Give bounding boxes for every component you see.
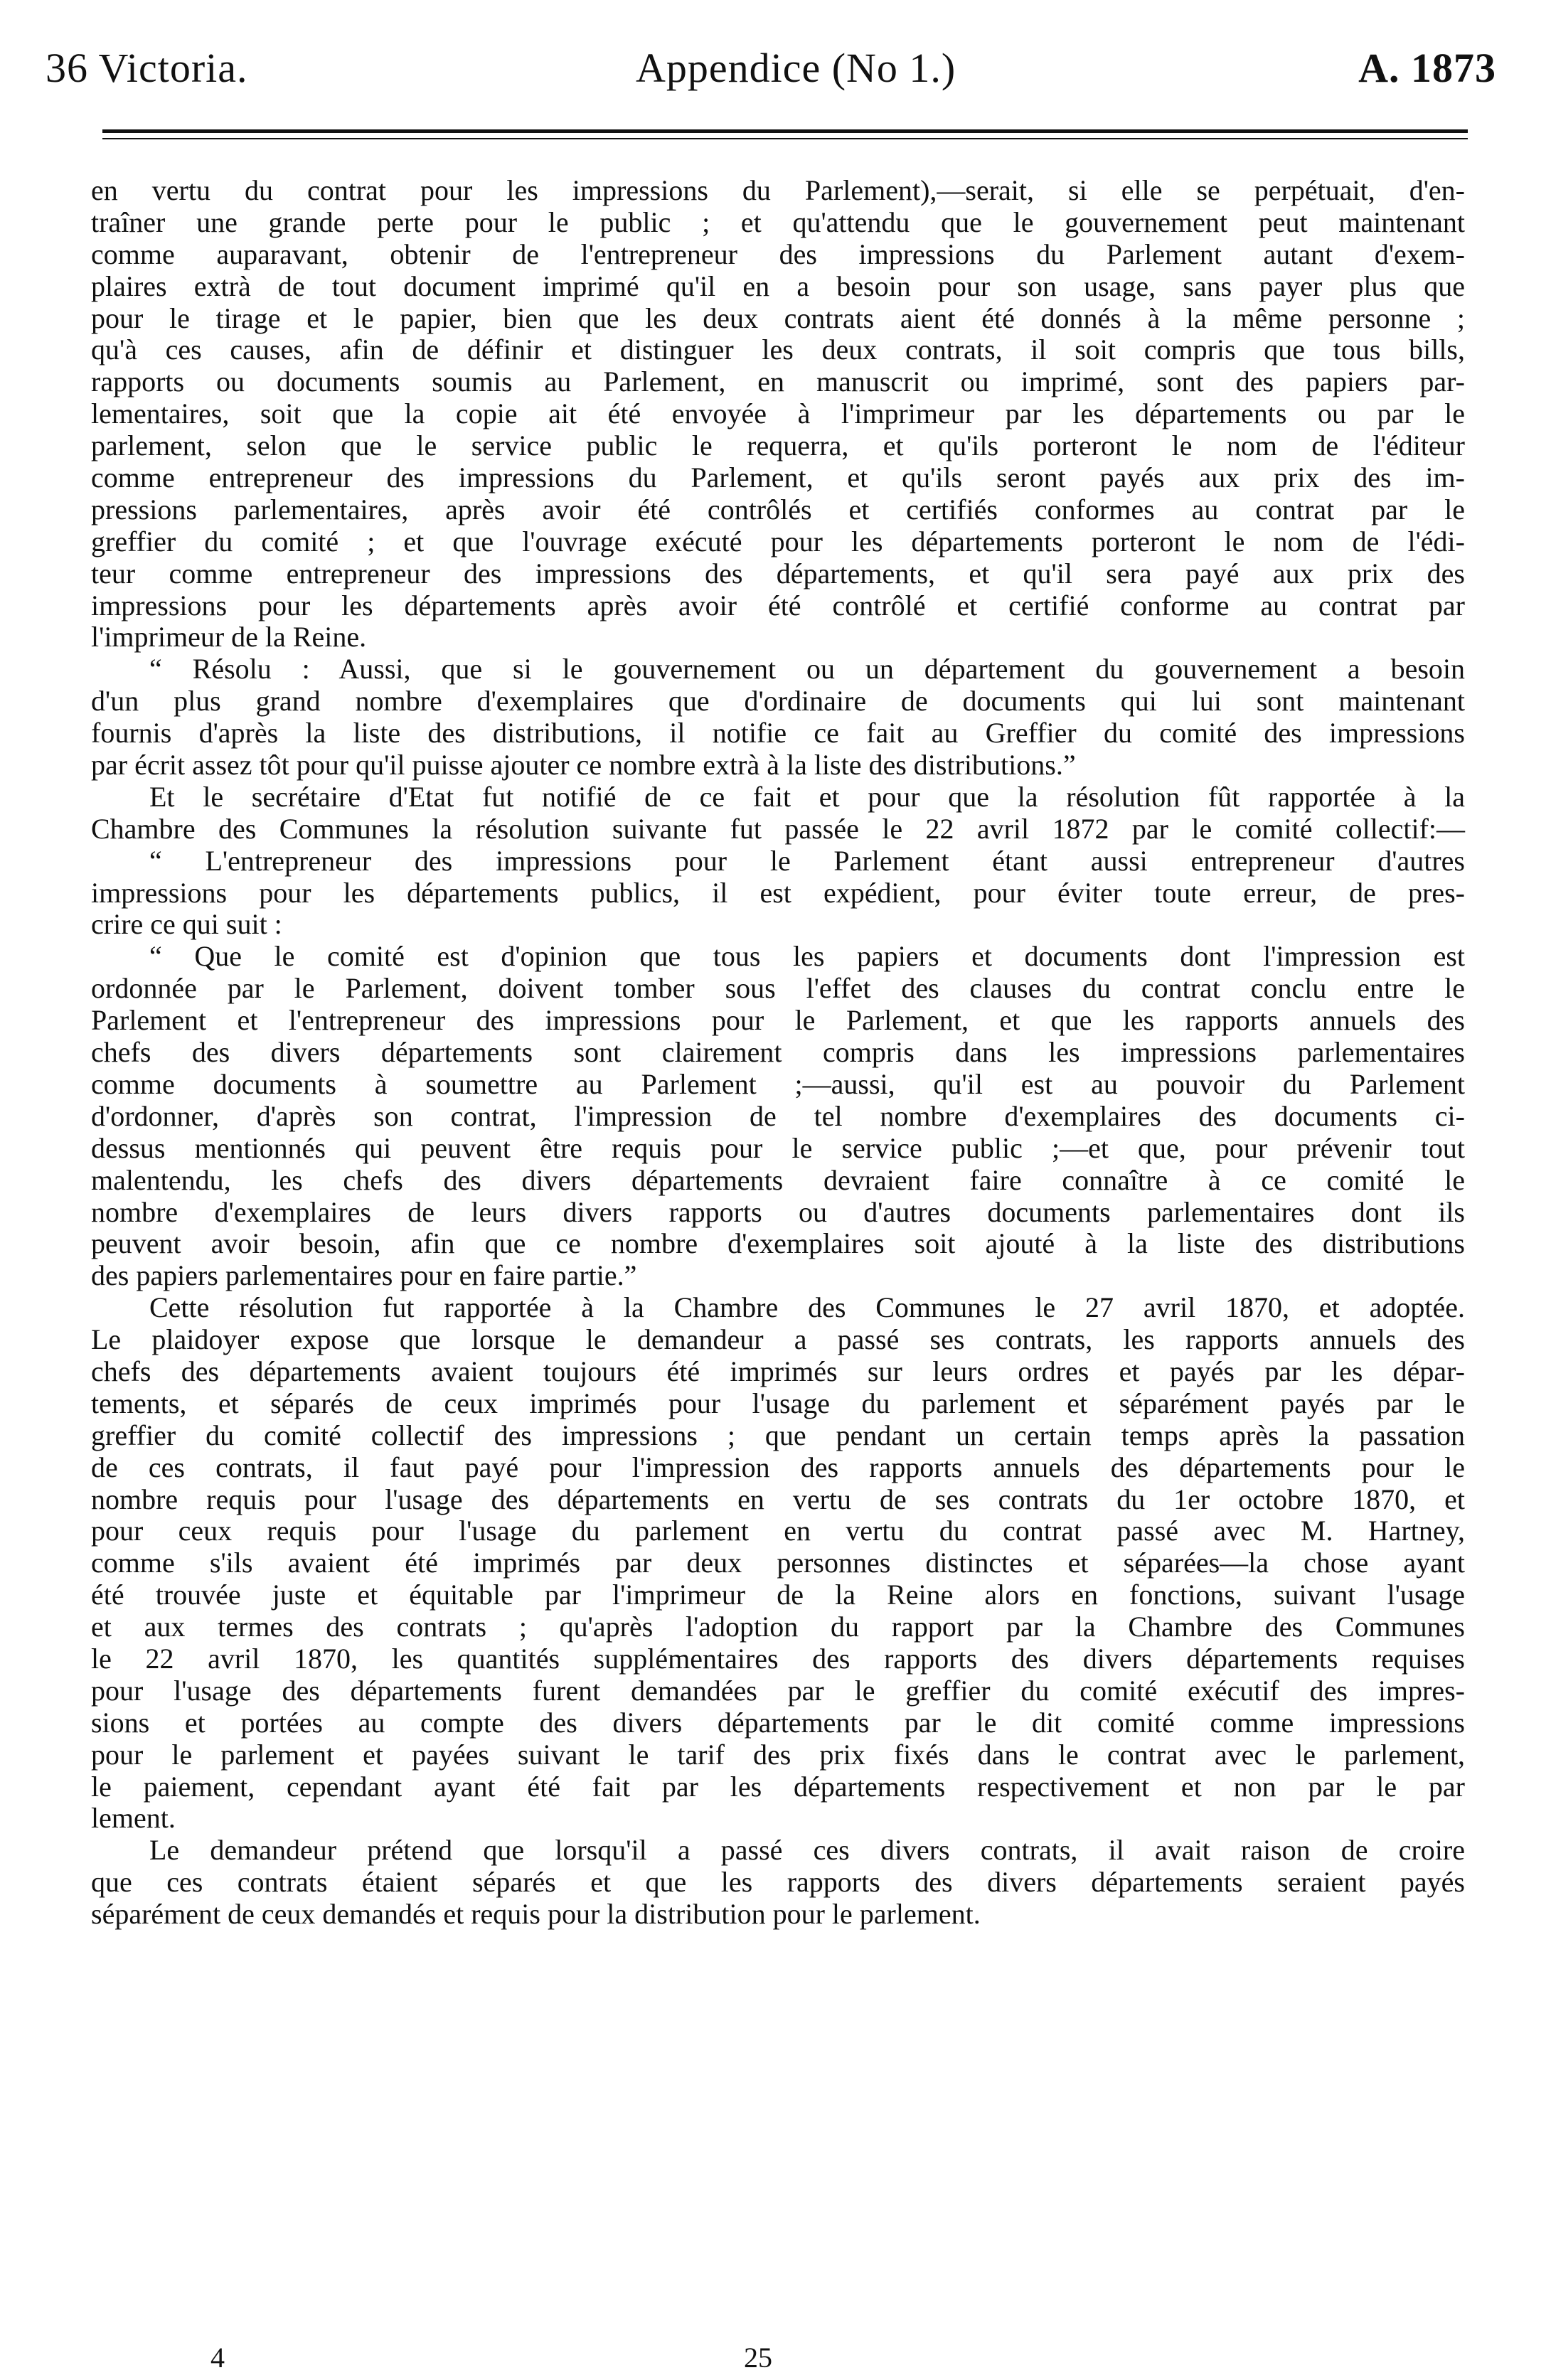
text-line: comme documents à soumettre au Parlement ;—aussi, qu'il est au pouvoir du Parlement bbox=[91, 1067, 1465, 1100]
text-line: nombre requis pour l'usage des départements en vertu de ses contrats du 1er octobre 1870, et bbox=[91, 1483, 1465, 1515]
header-year: A. 1873 bbox=[1358, 45, 1496, 91]
text-line: en vertu du contrat pour les impressions du Parlement),—serait, si elle se perpétuait, d'en- bbox=[91, 174, 1465, 206]
text-line: le paiement, cependant ayant été fait par les départements respectivement et non par le par bbox=[91, 1770, 1465, 1803]
header-session: 36 Victoria. bbox=[46, 45, 248, 91]
text-line: sions et portées au compte des divers départements par le dit comité comme impressions bbox=[91, 1706, 1465, 1739]
text-line: “ L'entrepreneur des impressions pour le Parlement étant aussi entrepreneur d'autres bbox=[149, 844, 1465, 877]
text-line: parlement, selon que le service public le requerra, et qu'ils porteront le nom de l'éditeur bbox=[91, 429, 1465, 462]
text-line: teur comme entrepreneur des impressions des départements, et qu'il sera payé aux prix des bbox=[91, 557, 1465, 589]
text-line: d'ordonner, d'après son contrat, l'impression de tel nombre d'exemplaires des documents ci- bbox=[91, 1099, 1465, 1132]
text-line: greffier du comité collectif des impressions ; que pendant un certain temps après la passation bbox=[91, 1419, 1465, 1451]
text-line: plaires extrà de tout document imprimé qu'il en a besoin pour son usage, sans payer plus que bbox=[91, 270, 1465, 302]
text-line: crire ce qui suit : bbox=[91, 908, 282, 941]
text-line: l'imprimeur de la Reine. bbox=[91, 621, 367, 653]
text-line: séparément de ceux demandés et requis pour la distribution pour le parlement. bbox=[91, 1898, 981, 1931]
text-line: Le demandeur prétend que lorsqu'il a passé ces divers contrats, il avait raison de croire bbox=[149, 1834, 1465, 1867]
text-line: dessus mentionnés qui peuvent être requis pour le service public ;—et que, pour prévenir tout bbox=[91, 1131, 1465, 1164]
text-line: qu'à ces causes, afin de définir et distinguer les deux contrats, il soit compris que tous bills, bbox=[91, 333, 1465, 366]
footer-page-number: 25 bbox=[744, 2342, 772, 2374]
text-line: Parlement et l'entrepreneur des impressions pour le Parlement, et que les rapports annuels des bbox=[91, 1004, 1465, 1037]
text-line: comme s'ils avaient été imprimés par deux personnes distinctes et séparées—la chose ayant bbox=[91, 1547, 1465, 1579]
text-line: des papiers parlementaires pour en faire partie.” bbox=[91, 1259, 637, 1292]
text-line: pour l'usage des départements furent demandées par le greffier du comité exécutif des impres- bbox=[91, 1674, 1465, 1707]
text-line: et aux termes des contrats ; qu'après l'adoption du rapport par la Chambre des Communes bbox=[91, 1611, 1465, 1643]
text-line: pour ceux requis pour l'usage du parlement en vertu du contrat passé avec M. Hartney, bbox=[91, 1515, 1465, 1547]
text-line: d'un plus grand nombre d'exemplaires que d'ordinaire de documents qui lui sont maintenant bbox=[91, 685, 1465, 717]
header-appendix: Appendice (No 1.) bbox=[636, 45, 956, 91]
text-line: été trouvée juste et équitable par l'imprimeur de la Reine alors en fonctions, suivant l'usage bbox=[91, 1579, 1465, 1611]
text-line: nombre d'exemplaires de leurs divers rapports ou d'autres documents parlementaires dont ils bbox=[91, 1195, 1465, 1228]
text-line: “ Résolu : Aussi, que si le gouvernement ou un département du gouvernement a besoin bbox=[149, 653, 1465, 685]
text-line: malentendu, les chefs des divers départements devraient faire connaître à ce comité le bbox=[91, 1163, 1465, 1196]
text-line: pressions parlementaires, après avoir été contrôlés et certifiés conformes au contrat par le bbox=[91, 493, 1465, 525]
text-line: comme entrepreneur des impressions du Parlement, et qu'ils seront payés aux prix des im- bbox=[91, 461, 1465, 494]
text-line: peuvent avoir besoin, afin que ce nombre d'exemplaires soit ajouté à la liste des distributions bbox=[91, 1227, 1465, 1260]
text-line: que ces contrats étaient séparés et que les rapports des divers départements seraient payés bbox=[91, 1866, 1465, 1899]
text-line: impressions pour les départements publics, il est expédient, pour éviter toute erreur, de pres- bbox=[91, 876, 1465, 909]
text-line: ordonnée par le Parlement, doivent tomber sous l'effet des clauses du contrat conclu entre le bbox=[91, 972, 1465, 1005]
body-text bbox=[91, 175, 1465, 1931]
text-line: pour le parlement et payées suivant le tarif des prix fixés dans le contrat avec le parlement, bbox=[91, 1738, 1465, 1771]
text-line: Chambre des Communes la résolution suivante fut passée le 22 avril 1872 par le comité collectif:— bbox=[91, 812, 1465, 845]
text-line: Cette résolution fut rapportée à la Chambre des Communes le 27 avril 1870, et adoptée. bbox=[149, 1291, 1465, 1324]
text-line: lementaires, soit que la copie ait été envoyée à l'imprimeur par les départements ou par le bbox=[91, 397, 1465, 430]
text-line: lement. bbox=[91, 1802, 176, 1835]
text-line: rapports ou documents soumis au Parlement, en manuscrit ou imprimé, sont des papiers par- bbox=[91, 365, 1465, 398]
text-line: chefs des départements avaient toujours été imprimés sur leurs ordres et payés par les dépar- bbox=[91, 1355, 1465, 1387]
text-line: “ Que le comité est d'opinion que tous les papiers et documents dont l'impression est bbox=[149, 940, 1465, 973]
page-footer bbox=[91, 2341, 1465, 2376]
page-header bbox=[46, 40, 1496, 104]
text-line: pour le tirage et le papier, bien que les deux contrats aient été donnés à la même personne ; bbox=[91, 301, 1465, 334]
text-line: de ces contrats, il faut payé pour l'impression des rapports annuels des départements pour le bbox=[91, 1451, 1465, 1483]
text-line: le 22 avril 1870, les quantités supplémentaires des rapports des divers départements requises bbox=[91, 1642, 1465, 1675]
text-line: comme auparavant, obtenir de l'entrepreneur des impressions du Parlement autant d'exem- bbox=[91, 238, 1465, 270]
text-line: par écrit assez tôt pour qu'il puisse ajouter ce nombre extrà à la liste des distributions.” bbox=[91, 749, 1076, 781]
footer-signature-mark: 4 bbox=[210, 2342, 225, 2374]
text-line: Le plaidoyer expose que lorsque le demandeur a passé ses contrats, les rapports annuels des bbox=[91, 1323, 1465, 1356]
text-line: chefs des divers départements sont clairement compris dans les impressions parlementaires bbox=[91, 1036, 1465, 1069]
text-line: traîner une grande perte pour le public ; et qu'attendu que le gouvernement peut maintenant bbox=[91, 206, 1465, 238]
text-line: fournis d'après la liste des distributions, il notifie ce fait au Greffier du comité des impressions bbox=[91, 717, 1465, 749]
text-line: Et le secrétaire d'Etat fut notifié de ce fait et pour que la résolution fût rapportée à la bbox=[149, 780, 1465, 813]
header-rule-thick bbox=[102, 129, 1468, 133]
text-line: tements, et séparés de ceux imprimés pour l'usage du parlement et séparément payés par le bbox=[91, 1387, 1465, 1419]
text-line: impressions pour les départements après avoir été contrôlé et certifié conforme au contrat par bbox=[91, 589, 1465, 621]
header-rule-thin bbox=[102, 138, 1468, 139]
text-line: greffier du comité ; et que l'ouvrage exécuté pour les départements porteront le nom de l'édi- bbox=[91, 525, 1465, 557]
